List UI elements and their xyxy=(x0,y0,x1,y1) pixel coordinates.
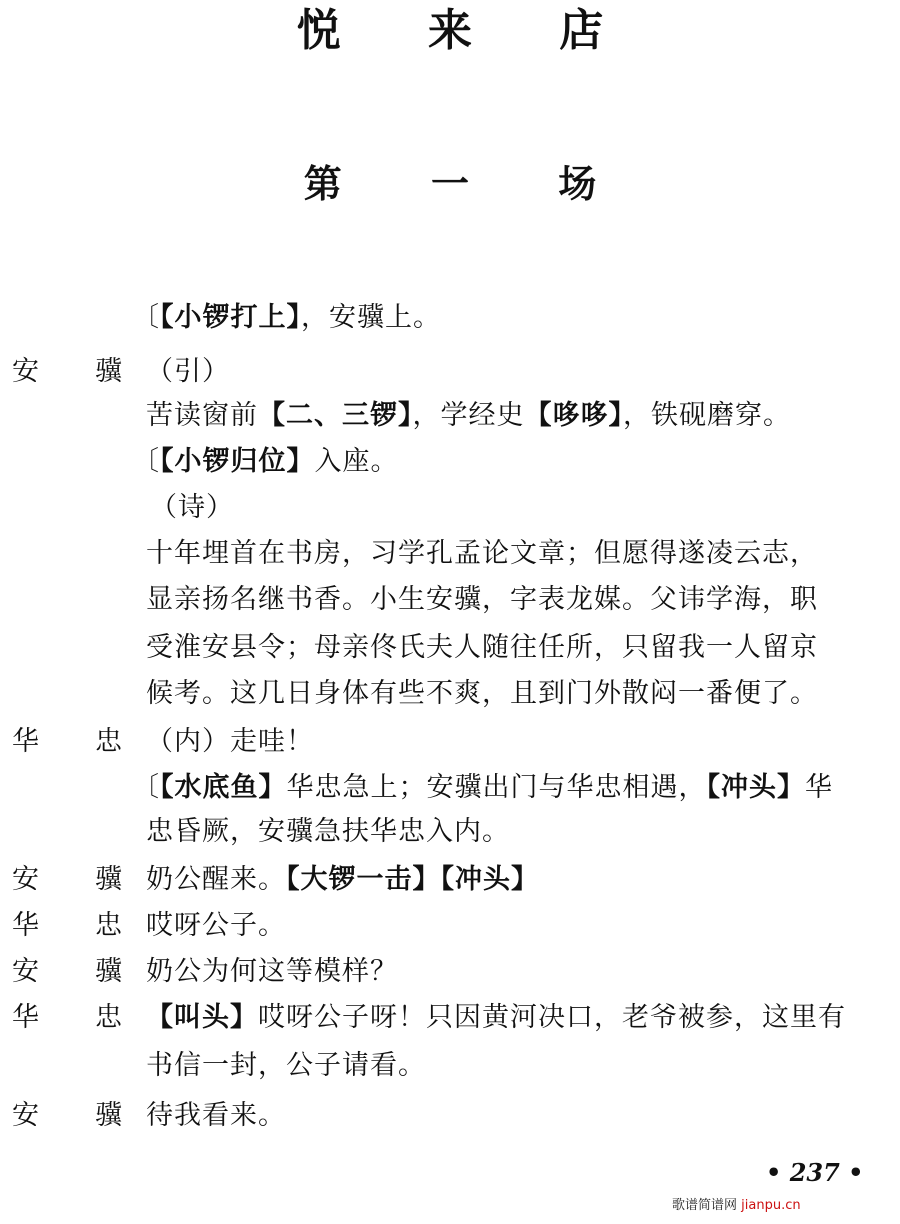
stage-direction: 〔【小锣打上】，安骥上。 xyxy=(132,302,441,333)
speaker-char: 骥 xyxy=(95,956,122,987)
dialogue-line: 【叫头】哎呀公子呀！只因黄河决口，老爷被参，这里有 xyxy=(146,1002,846,1033)
watermark-prefix: 歌谱简谱网 xyxy=(672,1198,738,1213)
stage-direction: 〔【小锣归位】入座。 xyxy=(132,446,399,477)
percussion-cue: 【水底鱼】 xyxy=(160,772,287,803)
dialogue-line: 奶公为何这等模样？ xyxy=(146,956,398,987)
dialogue-line: 候考。这几日身体有些不爽，且到门外散闷一番便了。 xyxy=(146,678,818,709)
speaker-char: 华 xyxy=(12,726,39,757)
stage-direction: 忠昏厥，安骥急扶华忠入内。 xyxy=(146,816,510,847)
speaker-char: 忠 xyxy=(95,910,122,941)
speaker-char: 骥 xyxy=(95,1100,122,1131)
dialogue-line: 十年埋首在书房，习学孔孟论文章；但愿得遂凌云志， xyxy=(146,538,818,569)
site-watermark xyxy=(672,1196,801,1216)
speaker-char: 忠 xyxy=(95,726,122,757)
page-number: • 237 • xyxy=(766,1158,864,1187)
speaker-label xyxy=(12,352,122,392)
speaker-label xyxy=(12,952,122,992)
speaker-label xyxy=(12,998,122,1038)
speaker-char: 安 xyxy=(12,956,39,987)
dialogue-line: 苦读窗前【二、三锣】，学经史【哆哆】，铁砚磨穿。 xyxy=(146,400,791,431)
dialogue-line: 显亲扬名继书香。小生安骥，字表龙媒。父讳学海，职 xyxy=(146,584,818,615)
speaker-char: 安 xyxy=(12,1100,39,1131)
stage-direction: 〔【水底鱼】华忠急上；安骥出门与华忠相遇，【冲头】华 xyxy=(132,772,833,803)
page-title: 悦 来 店 xyxy=(296,5,640,56)
dialogue-line: （内）走哇！ xyxy=(146,726,314,757)
scene-heading: 第 一 场 xyxy=(303,161,635,206)
speaker-char: 安 xyxy=(12,356,39,387)
percussion-cue: 【冲头】 xyxy=(706,772,805,803)
dialogue-line: 书信一封，公子请看。 xyxy=(146,1050,426,1081)
speaker-label xyxy=(12,906,122,946)
speaker-char: 骥 xyxy=(95,356,122,387)
percussion-cue: 【叫头】 xyxy=(146,1002,258,1033)
dialogue-line: 奶公醒来。【大锣一击】【冲头】 xyxy=(146,864,539,895)
percussion-cue: 【小锣归位】 xyxy=(160,446,315,477)
speaker-char: 华 xyxy=(12,1002,39,1033)
watermark-site: jianpu.cn xyxy=(741,1198,801,1213)
dialogue-line: 哎呀公子。 xyxy=(146,910,286,941)
dialogue-line: （诗） xyxy=(150,492,234,523)
speaker-char: 骥 xyxy=(95,864,122,895)
percussion-cue: 【二、三锣】 xyxy=(258,400,413,431)
dialogue-line: 待我看来。 xyxy=(146,1100,286,1131)
speaker-char: 安 xyxy=(12,864,39,895)
speaker-label xyxy=(12,860,122,900)
dialogue-line: （引） xyxy=(146,356,230,387)
percussion-cue: 【大锣一击】 xyxy=(286,864,441,895)
speaker-char: 忠 xyxy=(95,1002,122,1033)
percussion-cue: 【小锣打上】 xyxy=(160,302,301,333)
percussion-cue: 【哆哆】 xyxy=(524,400,623,431)
dialogue-line: 受淮安县令；母亲佟氏夫人随往任所，只留我一人留京 xyxy=(146,632,818,663)
speaker-label xyxy=(12,1096,122,1136)
percussion-cue: 【冲头】 xyxy=(440,864,539,895)
speaker-label xyxy=(12,722,122,762)
speaker-char: 华 xyxy=(12,910,39,941)
